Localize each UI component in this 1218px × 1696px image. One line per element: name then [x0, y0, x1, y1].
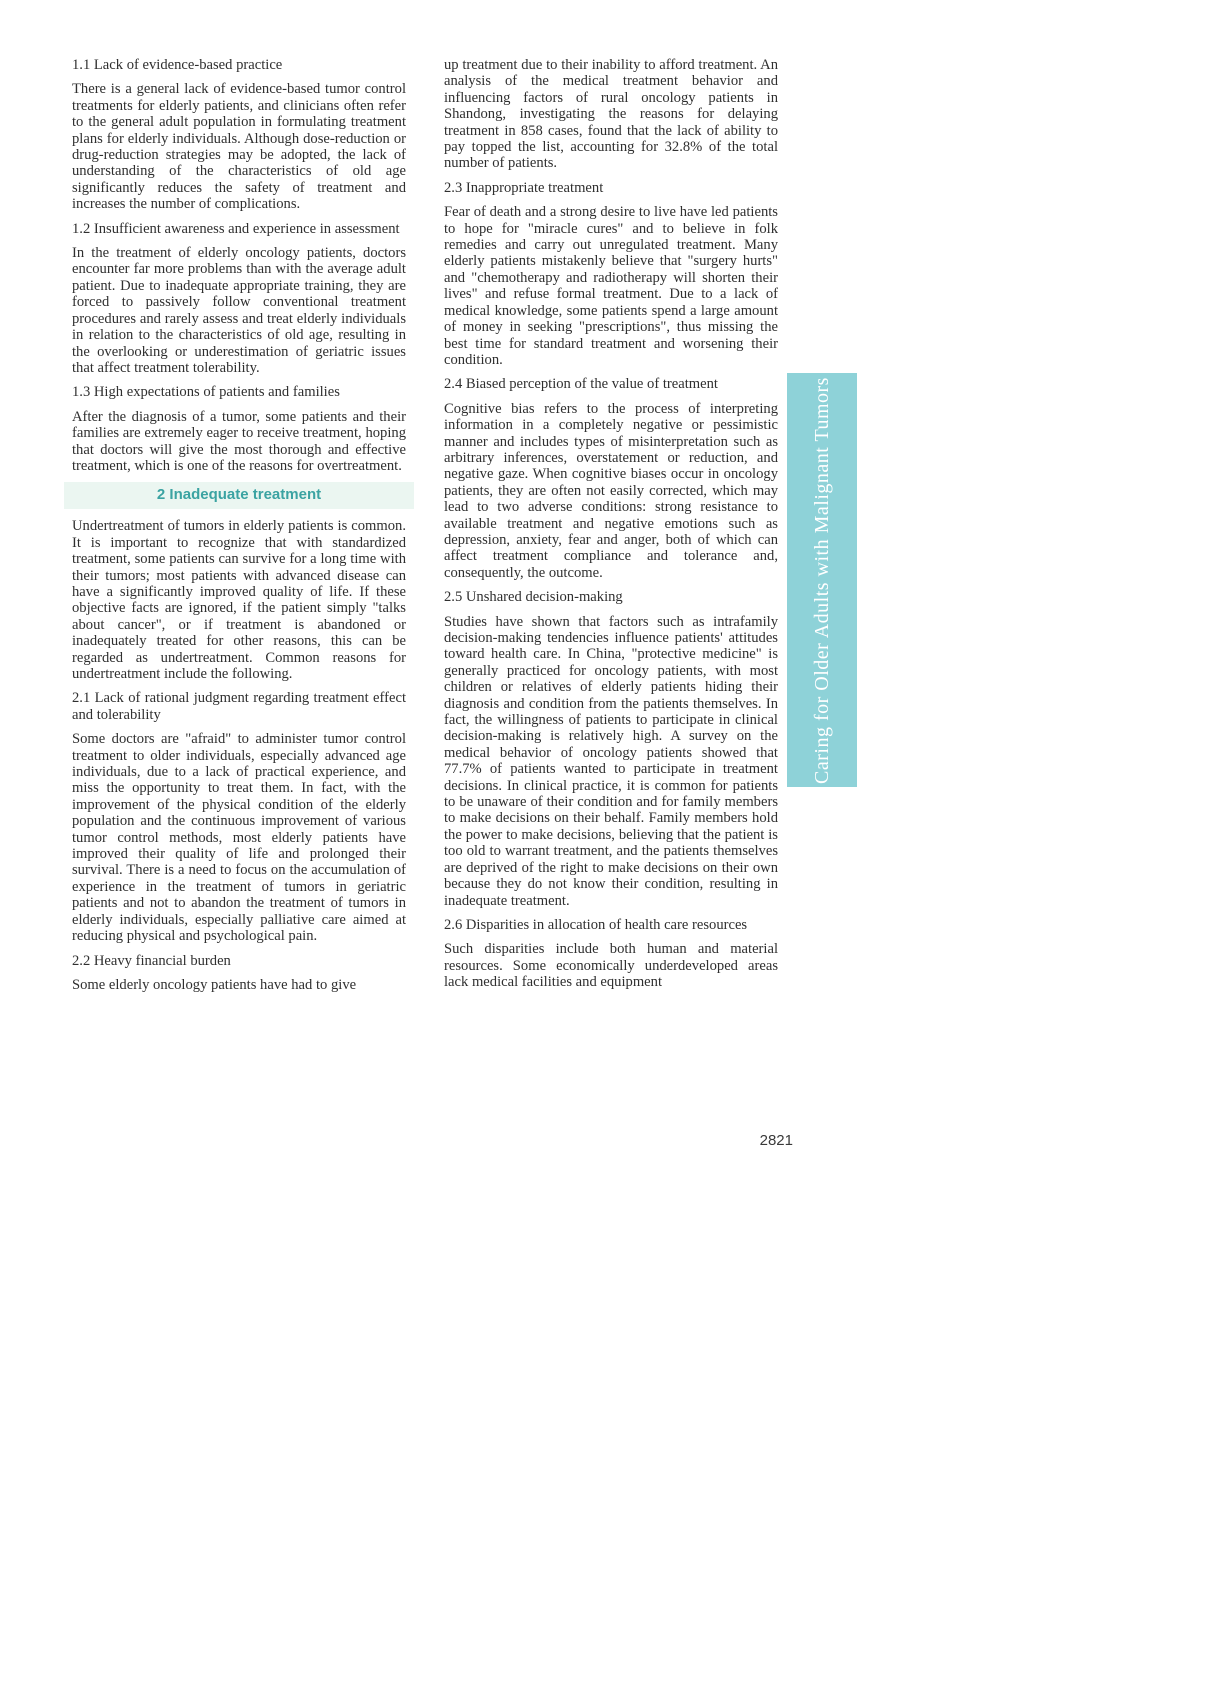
subsection-heading-2-1: 2.1 Lack of rational judgment regarding treatment effect and tolerability [72, 690, 406, 723]
subsection-heading-1-1: 1.1 Lack of evidence-based practice [72, 57, 283, 73]
section-header-banner [64, 482, 414, 509]
subsection-heading-2-5: 2.5 Unshared decision-making [444, 589, 623, 606]
subsection-heading-2-6: 2.6 Disparities in allocation of health care resources [444, 916, 748, 933]
paragraph: Some doctors are "afraid" to administer tumor control treatment to older individuals, especially advanced age individuals, due to a lack of practical experience, and miss the opportunity to treat them. In fact, with the improvement of the physical condition of the elderly population and the continuous improvement of various tumor control methods, most elderly patients have improved their quality of life and prolonged their survival. There is a need to focus on the accumulation of experience in the treatment of tumors in geriatric patients and not to abandon the treatment of tumors in elderly individuals, especially palliative care aimed at reducing physical and psychological pain. [72, 731, 406, 945]
paragraph: Some elderly oncology patients have had to give [72, 976, 357, 993]
paragraph: There is a general lack of evidence-based tumor control treatments for elderly patients, and clinicians often refer to the general adult population in formulating treatment plans for elderly individuals. Although dose-reduction or drug-reduction strategies may be adopted, the lack of understanding of the characteristics of old age significantly reduces the safety of treatment and increases the number of complications. [72, 81, 406, 213]
paragraph: Such disparities include both human and material resources. Some economically underdeveloped areas lack medical facilities and equipment [444, 941, 778, 991]
subsection-heading-1-3: 1.3 High expectations of patients and families [72, 384, 340, 401]
paragraph: Cognitive bias refers to the process of interpreting information in a completely negative or pessimistic manner and includes types of misinterpretation such as arbitrary inferences, overstatement or reduction, and negative gaze. When cognitive biases occur in oncology patients, they are often not easily corrected, which may lead to two adverse conditions: strong resistance to available treatment and negative emotions such as depression, anxiety, fear and anger, both of which can affect treatment compliance and tolerance and, consequently, the outcome. [444, 400, 778, 581]
left-column [64, 57, 414, 1001]
chapter-side-tab [787, 373, 857, 787]
paragraph: Studies have shown that factors such as intrafamily decision-making tendencies influence patients' attitudes toward health care. In China, "protective medicine" is generally practiced for oncology patients, with most children or relatives of elderly patients hiding their diagnosis and condition from the patients themselves. In fact, the willingness of patients to participate in clinical decision-making is relatively high. A survey on the medical behavior of oncology patients showed that 77.7% of patients wanted to participate in treatment decisions. In clinical practice, it is common for patients to be unaware of their condition and for family members to make decisions on their behalf. Family members hold the power to make decisions, believing that the patient is too old to warrant treatment, and the patients themselves are deprived of the right to make decisions on their own because they do not know their condition, resulting in inadequate treatment. [444, 613, 778, 909]
paragraph: After the diagnosis of a tumor, some patients and their families are extremely eager to receive treatment, hoping that doctors will give the most thorough and effective treatment, which is one of the reasons for overtreatment. [72, 408, 406, 474]
page-number: 2821 [759, 1132, 793, 1149]
subsection-heading-2-3: 2.3 Inappropriate treatment [444, 179, 604, 196]
subsection-heading-2-4: 2.4 Biased perception of the value of treatment [444, 376, 718, 393]
paragraph: In the treatment of elderly oncology patients, doctors encounter far more problems than with the average adult patient. Due to inadequate appropriate training, they are forced to passively follow conventional treatment procedures and rarely assess and treat elderly individuals in relation to the characteristics of old age, resulting in the overlooking or underestimation of geriatric issues that affect treatment tolerability. [72, 245, 406, 376]
text-columns [64, 57, 778, 1001]
paragraph: up treatment due to their inability to afford treatment. An analysis of the medical treatment behavior and influencing factors of rural oncology patients in Shandong, investigating the reasons for delaying treatment in 858 cases, found that the lack of ability to pay topped the list, accounting for 32.8% of the total number of patients. [444, 57, 778, 172]
section-header-label: 2 Inadequate treatment [156, 486, 322, 504]
right-column [444, 57, 778, 999]
subsection-heading-1-2: 1.2 Insufficient awareness and experience in assessment [72, 220, 400, 237]
paragraph: Undertreatment of tumors in elderly patients is common. It is important to recognize that with standardized treatment, some patients can survive for a long time with their tumors; most patients with advanced disease can have a significantly improved quality of life. If these objective facts are ignored, if the patient simply "talks about cancer", or if treatment is abandoned or inadequately treated for other reasons, this can be regarded as undertreatment. Common reasons for undertreatment include the following. [72, 518, 406, 682]
paragraph: Fear of death and a strong desire to live have led patients to hope for "miracle cures" and to believe in folk remedies and carry out unregulated treatment. Many elderly patients mistakenly believe that "surgery hurts" and "chemotherapy and radiotherapy will shorten their lives" and refuse formal treatment. Due to a lack of medical knowledge, some patients spend a large amount of money in seeking "prescriptions", thus missing the best time for standard treatment and worsening their condition. [444, 204, 778, 368]
subsection-heading-2-2: 2.2 Heavy financial burden [72, 952, 231, 969]
chapter-side-tab-label: Caring for Older Adults with Malignant Tumors [810, 376, 833, 784]
